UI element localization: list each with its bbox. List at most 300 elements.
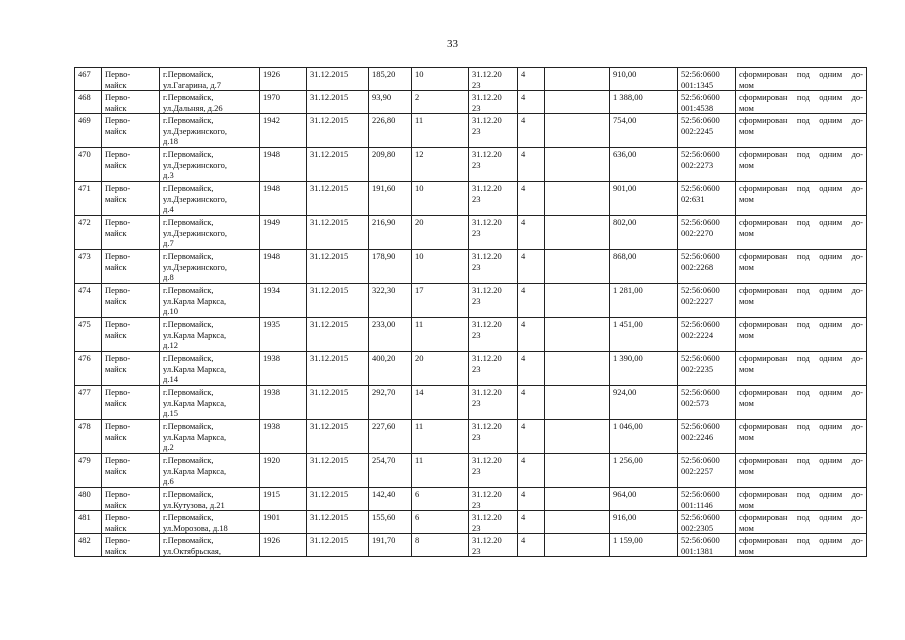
address-cell-line: г.Первомайск,	[163, 115, 214, 125]
town-cell	[102, 488, 160, 511]
status-cell	[736, 318, 867, 352]
address-cell	[160, 511, 260, 534]
deadline-cell-line: 31.12.20	[472, 92, 502, 102]
town-cell-line: Перво-	[105, 319, 131, 329]
cost-cell: 1 281,00	[610, 284, 678, 318]
empty-cell	[545, 534, 610, 557]
count-cell: 6	[412, 488, 469, 511]
town-cell-line: майск	[105, 125, 127, 136]
cadastral-cell-line: 002:573	[681, 397, 709, 408]
row-number: 476	[75, 352, 102, 386]
town-cell-line: майск	[105, 261, 127, 272]
year-cell: 1948	[260, 148, 307, 182]
table-row	[75, 488, 867, 511]
town-cell	[102, 534, 160, 557]
cadastral-cell-line: 002:2235	[681, 363, 714, 374]
deadline-cell-line: 31.12.20	[472, 512, 502, 522]
status-cell-line: сформирован под одним до-	[739, 285, 863, 295]
cadastral-cell-line: 52:56:0600	[681, 149, 720, 159]
address-cell-line: ул.Морозова, д.18	[163, 522, 228, 533]
code-cell: 4	[518, 318, 545, 352]
date-cell: 31.12.2015	[307, 91, 369, 114]
cadastral-cell-line: 002:2245	[681, 125, 714, 136]
date-cell: 31.12.2015	[307, 68, 369, 91]
count-cell: 10	[412, 68, 469, 91]
deadline-cell-line: 31.12.20	[472, 353, 502, 363]
status-cell	[736, 284, 867, 318]
town-cell	[102, 386, 160, 420]
empty-cell	[545, 91, 610, 114]
cadastral-cell-line: 52:56:0600	[681, 353, 720, 363]
date-cell: 31.12.2015	[307, 454, 369, 488]
deadline-cell-line: 23	[472, 465, 481, 476]
status-cell-line: сформирован под одним до-	[739, 387, 863, 397]
cadastral-cell	[678, 386, 736, 420]
cadastral-cell	[678, 114, 736, 148]
address-cell	[160, 216, 260, 250]
town-cell	[102, 454, 160, 488]
cadastral-cell	[678, 284, 736, 318]
status-cell-line: мом	[739, 79, 754, 90]
address-cell-line: г.Первомайск,	[163, 149, 214, 159]
cadastral-cell	[678, 318, 736, 352]
empty-cell	[545, 420, 610, 454]
deadline-cell-line: 23	[472, 545, 481, 556]
status-cell-line: сформирован под одним до-	[739, 421, 863, 431]
area-cell: 292,70	[369, 386, 412, 420]
deadline-cell-line: 31.12.20	[472, 489, 502, 499]
row-number: 475	[75, 318, 102, 352]
status-cell-line: мом	[739, 363, 754, 374]
address-cell-line: ул.Дзержинского,	[163, 261, 227, 272]
deadline-cell	[469, 318, 518, 352]
address-cell-line: ул.Октябрьская,	[163, 545, 221, 556]
town-cell-line: майск	[105, 295, 127, 306]
cost-cell: 1 390,00	[610, 352, 678, 386]
address-cell	[160, 318, 260, 352]
status-cell-line: мом	[739, 125, 754, 136]
cadastral-cell-line: 52:56:0600	[681, 92, 720, 102]
address-cell-line: г.Первомайск,	[163, 319, 214, 329]
cadastral-cell	[678, 352, 736, 386]
address-cell-line: ул.Дзержинского,	[163, 193, 227, 204]
row-number: 467	[75, 68, 102, 91]
cadastral-cell-line: 002:2270	[681, 227, 714, 238]
deadline-cell-line: 31.12.20	[472, 535, 502, 545]
count-cell: 11	[412, 420, 469, 454]
cadastral-cell-line: 52:56:0600	[681, 387, 720, 397]
deadline-cell	[469, 91, 518, 114]
area-cell: 233,00	[369, 318, 412, 352]
cadastral-cell-line: 52:56:0600	[681, 251, 720, 261]
row-number: 479	[75, 454, 102, 488]
address-cell-line: ул.Дальняя, д.26	[163, 102, 223, 113]
cost-cell: 802,00	[610, 216, 678, 250]
empty-cell	[545, 114, 610, 148]
status-cell	[736, 91, 867, 114]
town-cell-line: майск	[105, 522, 127, 533]
count-cell: 14	[412, 386, 469, 420]
code-cell: 4	[518, 454, 545, 488]
deadline-cell-line: 31.12.20	[472, 319, 502, 329]
date-cell: 31.12.2015	[307, 352, 369, 386]
cadastral-cell-line: 001:1381	[681, 545, 714, 556]
year-cell: 1935	[260, 318, 307, 352]
address-cell-line: ул.Карла Маркса,	[163, 329, 227, 340]
cadastral-cell-line: 002:2227	[681, 295, 714, 306]
cadastral-cell	[678, 534, 736, 557]
table-row	[75, 352, 867, 386]
cadastral-cell-line: 52:56:0600	[681, 183, 720, 193]
status-cell-line: мом	[739, 261, 754, 272]
address-cell-line: г.Первомайск,	[163, 421, 214, 431]
address-cell	[160, 182, 260, 216]
address-cell-line: г.Первомайск,	[163, 512, 214, 522]
cost-cell: 1 046,00	[610, 420, 678, 454]
cadastral-cell-line: 52:56:0600	[681, 285, 720, 295]
cadastral-cell	[678, 182, 736, 216]
town-cell-line: майск	[105, 545, 127, 556]
deadline-cell-line: 31.12.20	[472, 149, 502, 159]
code-cell: 4	[518, 284, 545, 318]
count-cell: 20	[412, 352, 469, 386]
table-row	[75, 148, 867, 182]
status-cell-line: сформирован под одним до-	[739, 149, 863, 159]
town-cell	[102, 318, 160, 352]
cost-cell: 1 388,00	[610, 91, 678, 114]
code-cell: 4	[518, 68, 545, 91]
cadastral-cell-line: 002:2257	[681, 465, 714, 476]
status-cell-line: сформирован под одним до-	[739, 455, 863, 465]
address-cell-line: г.Первомайск,	[163, 535, 214, 545]
empty-cell	[545, 68, 610, 91]
cadastral-cell	[678, 250, 736, 284]
year-cell: 1948	[260, 182, 307, 216]
status-cell	[736, 250, 867, 284]
status-cell-line: мом	[739, 159, 754, 170]
address-cell-line: г.Первомайск,	[163, 92, 214, 102]
address-cell-line: ул.Гагарина, д.7	[163, 79, 222, 90]
page-number: 33	[447, 38, 458, 50]
town-cell-line: Перво-	[105, 489, 131, 499]
address-cell-line: д.8	[163, 272, 174, 282]
cadastral-cell-line: 001:4538	[681, 102, 714, 113]
cadastral-cell	[678, 68, 736, 91]
address-cell-line: ул.Карла Маркса,	[163, 431, 227, 442]
status-cell-line: сформирован под одним до-	[739, 512, 863, 522]
cost-cell: 910,00	[610, 68, 678, 91]
status-cell-line: мом	[739, 102, 754, 113]
deadline-cell-line: 23	[472, 397, 481, 408]
town-cell-line: Перво-	[105, 183, 131, 193]
town-cell	[102, 114, 160, 148]
deadline-cell	[469, 148, 518, 182]
code-cell: 4	[518, 182, 545, 216]
address-cell-line: ул.Дзержинского,	[163, 227, 227, 238]
status-cell-line: сформирован под одним до-	[739, 183, 863, 193]
cadastral-cell	[678, 91, 736, 114]
town-cell	[102, 352, 160, 386]
deadline-cell	[469, 386, 518, 420]
town-cell	[102, 91, 160, 114]
town-cell-line: майск	[105, 102, 127, 113]
status-cell-line: мом	[739, 545, 754, 556]
table-row	[75, 216, 867, 250]
area-cell: 322,30	[369, 284, 412, 318]
table-row	[75, 511, 867, 534]
area-cell: 191,60	[369, 182, 412, 216]
town-cell	[102, 284, 160, 318]
count-cell: 10	[412, 182, 469, 216]
deadline-cell-line: 31.12.20	[472, 455, 502, 465]
code-cell: 4	[518, 534, 545, 557]
deadline-cell-line: 31.12.20	[472, 387, 502, 397]
cost-cell: 1 256,00	[610, 454, 678, 488]
area-cell: 227,60	[369, 420, 412, 454]
address-cell-line: г.Первомайск,	[163, 251, 214, 261]
year-cell: 1942	[260, 114, 307, 148]
table-row	[75, 284, 867, 318]
cadastral-cell-line: 52:56:0600	[681, 512, 720, 522]
address-cell-line: ул.Дзержинского,	[163, 125, 227, 136]
cost-cell: 924,00	[610, 386, 678, 420]
deadline-cell	[469, 114, 518, 148]
year-cell: 1926	[260, 68, 307, 91]
address-cell	[160, 148, 260, 182]
address-cell-line: д.7	[163, 238, 174, 248]
town-cell-line: майск	[105, 431, 127, 442]
cadastral-cell-line: 52:56:0600	[681, 217, 720, 227]
cadastral-cell	[678, 488, 736, 511]
table-row	[75, 250, 867, 284]
empty-cell	[545, 454, 610, 488]
date-cell: 31.12.2015	[307, 318, 369, 352]
status-cell-line: сформирован под одним до-	[739, 489, 863, 499]
table-body	[75, 68, 867, 557]
empty-cell	[545, 216, 610, 250]
cost-cell: 1 159,00	[610, 534, 678, 557]
address-cell-line: г.Первомайск,	[163, 489, 214, 499]
count-cell: 2	[412, 91, 469, 114]
address-cell-line: д.15	[163, 408, 178, 418]
status-cell-line: сформирован под одним до-	[739, 69, 863, 79]
date-cell: 31.12.2015	[307, 182, 369, 216]
empty-cell	[545, 318, 610, 352]
deadline-cell-line: 23	[472, 227, 481, 238]
address-cell-line: д.12	[163, 340, 178, 350]
cost-cell: 964,00	[610, 488, 678, 511]
year-cell: 1938	[260, 386, 307, 420]
row-number: 470	[75, 148, 102, 182]
town-cell-line: Перво-	[105, 421, 131, 431]
cost-cell: 868,00	[610, 250, 678, 284]
address-cell-line: г.Первомайск,	[163, 183, 214, 193]
year-cell: 1926	[260, 534, 307, 557]
area-cell: 191,70	[369, 534, 412, 557]
housing-registry-table	[74, 67, 867, 557]
year-cell: 1920	[260, 454, 307, 488]
cadastral-cell	[678, 148, 736, 182]
row-number: 468	[75, 91, 102, 114]
town-cell-line: Перво-	[105, 285, 131, 295]
cadastral-cell-line: 001:1345	[681, 79, 714, 90]
deadline-cell-line: 31.12.20	[472, 251, 502, 261]
date-cell: 31.12.2015	[307, 148, 369, 182]
year-cell: 1970	[260, 91, 307, 114]
code-cell: 4	[518, 148, 545, 182]
town-cell-line: майск	[105, 159, 127, 170]
year-cell: 1938	[260, 352, 307, 386]
table-row	[75, 386, 867, 420]
row-number: 482	[75, 534, 102, 557]
address-cell-line: г.Первомайск,	[163, 69, 214, 79]
empty-cell	[545, 250, 610, 284]
town-cell-line: Перво-	[105, 149, 131, 159]
code-cell: 4	[518, 352, 545, 386]
cadastral-cell-line: 002:2268	[681, 261, 714, 272]
address-cell-line: ул.Карла Маркса,	[163, 397, 227, 408]
status-cell	[736, 386, 867, 420]
town-cell-line: майск	[105, 329, 127, 340]
count-cell: 8	[412, 534, 469, 557]
deadline-cell-line: 23	[472, 522, 481, 533]
address-cell-line: г.Первомайск,	[163, 217, 214, 227]
date-cell: 31.12.2015	[307, 420, 369, 454]
address-cell	[160, 352, 260, 386]
table-row	[75, 182, 867, 216]
code-cell: 4	[518, 488, 545, 511]
status-cell	[736, 454, 867, 488]
address-cell-line: г.Первомайск,	[163, 455, 214, 465]
code-cell: 4	[518, 511, 545, 534]
address-cell-line: г.Первомайск,	[163, 285, 214, 295]
deadline-cell-line: 31.12.20	[472, 183, 502, 193]
status-cell	[736, 511, 867, 534]
empty-cell	[545, 148, 610, 182]
cadastral-cell	[678, 216, 736, 250]
area-cell: 93,90	[369, 91, 412, 114]
row-number: 481	[75, 511, 102, 534]
date-cell: 31.12.2015	[307, 284, 369, 318]
deadline-cell-line: 31.12.20	[472, 69, 502, 79]
address-cell-line: д.4	[163, 204, 174, 214]
town-cell-line: Перво-	[105, 92, 131, 102]
address-cell-line: д.14	[163, 374, 178, 384]
town-cell-line: майск	[105, 79, 127, 90]
address-cell	[160, 534, 260, 557]
deadline-cell	[469, 250, 518, 284]
deadline-cell	[469, 534, 518, 557]
status-cell-line: сформирован под одним до-	[739, 535, 863, 545]
deadline-cell-line: 23	[472, 329, 481, 340]
deadline-cell-line: 23	[472, 363, 481, 374]
deadline-cell-line: 23	[472, 125, 481, 136]
cadastral-cell	[678, 511, 736, 534]
address-cell-line: д.2	[163, 442, 174, 452]
area-cell: 185,20	[369, 68, 412, 91]
cost-cell: 754,00	[610, 114, 678, 148]
status-cell	[736, 68, 867, 91]
town-cell-line: Перво-	[105, 535, 131, 545]
cadastral-cell-line: 52:56:0600	[681, 115, 720, 125]
address-cell	[160, 488, 260, 511]
status-cell	[736, 534, 867, 557]
cadastral-cell-line: 52:56:0600	[681, 489, 720, 499]
count-cell: 6	[412, 511, 469, 534]
town-cell-line: майск	[105, 193, 127, 204]
row-number: 471	[75, 182, 102, 216]
town-cell	[102, 182, 160, 216]
address-cell	[160, 386, 260, 420]
status-cell	[736, 148, 867, 182]
status-cell-line: сформирован под одним до-	[739, 353, 863, 363]
code-cell: 4	[518, 114, 545, 148]
status-cell-line: мом	[739, 522, 754, 533]
status-cell-line: сформирован под одним до-	[739, 251, 863, 261]
deadline-cell-line: 23	[472, 261, 481, 272]
town-cell-line: Перво-	[105, 512, 131, 522]
empty-cell	[545, 488, 610, 511]
town-cell-line: Перво-	[105, 115, 131, 125]
area-cell: 178,90	[369, 250, 412, 284]
cadastral-cell-line: 52:56:0600	[681, 535, 720, 545]
row-number: 472	[75, 216, 102, 250]
address-cell	[160, 250, 260, 284]
cost-cell: 1 451,00	[610, 318, 678, 352]
address-cell-line: ул.Дзержинского,	[163, 159, 227, 170]
code-cell: 4	[518, 216, 545, 250]
area-cell: 226,80	[369, 114, 412, 148]
row-number: 473	[75, 250, 102, 284]
town-cell-line: майск	[105, 363, 127, 374]
address-cell-line: г.Первомайск,	[163, 353, 214, 363]
deadline-cell-line: 31.12.20	[472, 285, 502, 295]
cadastral-cell-line: 52:56:0600	[681, 69, 720, 79]
town-cell	[102, 420, 160, 454]
count-cell: 11	[412, 454, 469, 488]
row-number: 469	[75, 114, 102, 148]
date-cell: 31.12.2015	[307, 534, 369, 557]
deadline-cell-line: 23	[472, 102, 481, 113]
row-number: 477	[75, 386, 102, 420]
table-row	[75, 318, 867, 352]
address-cell-line: ул.Кутузова, д.21	[163, 499, 225, 510]
deadline-cell-line: 31.12.20	[472, 421, 502, 431]
deadline-cell	[469, 420, 518, 454]
cadastral-cell-line: 52:56:0600	[681, 455, 720, 465]
cadastral-cell-line: 002:2273	[681, 159, 714, 170]
code-cell: 4	[518, 250, 545, 284]
deadline-cell-line: 23	[472, 79, 481, 90]
town-cell-line: Перво-	[105, 353, 131, 363]
status-cell-line: сформирован под одним до-	[739, 217, 863, 227]
deadline-cell	[469, 488, 518, 511]
area-cell: 142,40	[369, 488, 412, 511]
cadastral-cell	[678, 420, 736, 454]
count-cell: 20	[412, 216, 469, 250]
status-cell-line: мом	[739, 465, 754, 476]
area-cell: 209,80	[369, 148, 412, 182]
cadastral-cell-line: 002:2305	[681, 522, 714, 533]
date-cell: 31.12.2015	[307, 511, 369, 534]
status-cell-line: мом	[739, 499, 754, 510]
table-row	[75, 420, 867, 454]
count-cell: 10	[412, 250, 469, 284]
town-cell	[102, 250, 160, 284]
year-cell: 1901	[260, 511, 307, 534]
status-cell	[736, 216, 867, 250]
town-cell-line: Перво-	[105, 69, 131, 79]
